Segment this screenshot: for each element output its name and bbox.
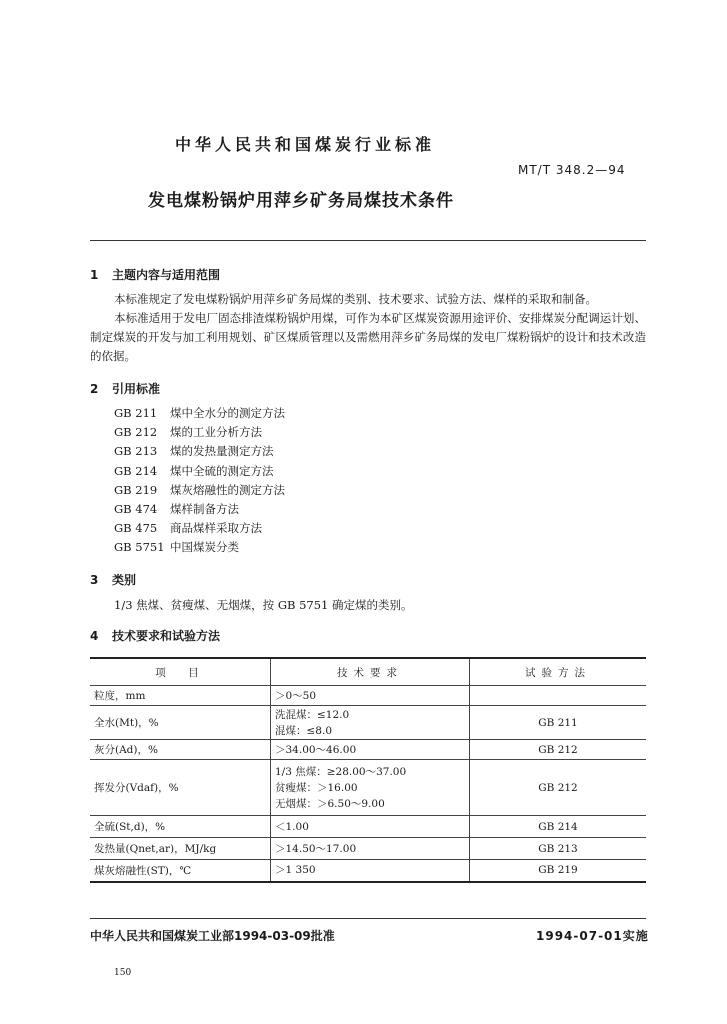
- section-title: 主题内容与适用范围: [112, 268, 221, 282]
- reference-item: [114, 538, 285, 557]
- footer-divider: [90, 918, 646, 919]
- reference-code: GB 474: [114, 502, 158, 517]
- reference-code: GB 475: [114, 521, 158, 536]
- reference-item: [114, 519, 285, 538]
- reference-item: [114, 442, 285, 461]
- requirement-cell: [271, 686, 470, 706]
- reference-name: 煤的发热量测定方法: [170, 444, 274, 459]
- table-row: [90, 686, 646, 706]
- column-header-test-method: 试验方法: [470, 658, 647, 686]
- section-title: 类别: [112, 573, 137, 587]
- reference-item: [114, 481, 285, 500]
- test-method-cell: GB 212: [470, 740, 647, 760]
- column-header-requirement: 技术要求: [271, 658, 470, 686]
- reference-item: [114, 500, 285, 519]
- section-title: 技术要求和试验方法: [112, 629, 221, 643]
- reference-code: GB 214: [114, 463, 158, 478]
- section-number: 2: [90, 382, 99, 396]
- requirement-cell: [271, 706, 470, 740]
- table-row: [90, 860, 646, 882]
- standard-number: MT/T 348.2—94: [518, 163, 626, 177]
- reference-item: [114, 404, 285, 423]
- table-row: [90, 838, 646, 860]
- requirement-line: 洗混煤：≤12.0: [275, 708, 350, 721]
- table-row: [90, 760, 646, 816]
- section-4-heading: [90, 627, 220, 644]
- item-cell: 全水(Mt)，%: [90, 706, 271, 740]
- reference-code: GB 212: [114, 425, 158, 440]
- reference-item: [114, 462, 285, 481]
- section-1-heading: [90, 266, 220, 283]
- test-method-cell: GB 214: [470, 816, 647, 838]
- item-cell: 灰分(Ad)，%: [90, 740, 271, 760]
- table-header-row: [90, 658, 646, 686]
- paragraph: 本标准规定了发电煤粉锅炉用萍乡矿务局煤的类别、技术要求、试验方法、煤样的采取和制备。: [114, 292, 597, 306]
- item-cell: 挥发分(Vdaf)，%: [90, 760, 271, 816]
- table-row: [90, 706, 646, 740]
- item-cell: 全硫(St,d)，%: [90, 816, 271, 838]
- reference-name: 煤的工业分析方法: [170, 425, 262, 440]
- requirement-line: ＞14.50～17.00: [275, 842, 357, 855]
- category-text: 1/3 焦煤、贫瘦煤、无烟煤，按 GB 5751 确定煤的类别。: [114, 598, 413, 612]
- item-cell: 粒度，mm: [90, 686, 271, 706]
- requirement-line: ＜1.00: [275, 820, 309, 833]
- reference-name: 中国煤炭分类: [170, 540, 239, 555]
- requirement-cell: [271, 860, 470, 882]
- reference-name: 煤中全水分的测定方法: [170, 406, 285, 420]
- section-number: 3: [90, 573, 99, 587]
- requirement-line: 无烟煤：＞6.50～9.00: [275, 797, 385, 810]
- reference-code: GB 211: [114, 406, 158, 420]
- reference-name: 煤灰熔融性的测定方法: [170, 482, 285, 497]
- requirement-cell: [271, 838, 470, 860]
- item-cell: 发热量(Qnet,ar)，MJ/kg: [90, 838, 271, 860]
- test-method-cell: GB 211: [470, 706, 647, 740]
- test-method-cell: [470, 686, 647, 706]
- requirement-cell: [271, 816, 470, 838]
- requirement-cell: [271, 740, 470, 760]
- test-method-cell: GB 213: [470, 838, 647, 860]
- reference-list: [114, 404, 285, 558]
- document-title: 发电煤粉锅炉用萍乡矿务局煤技术条件: [148, 191, 454, 211]
- reference-code: GB 5751: [114, 540, 165, 555]
- page-number: 150: [114, 968, 132, 978]
- test-method-cell: GB 219: [470, 860, 647, 882]
- requirement-cell: [271, 760, 470, 816]
- table-row: [90, 740, 646, 760]
- reference-name: 煤样制备方法: [170, 502, 239, 517]
- standard-category-title: 中华人民共和国煤炭行业标准: [174, 135, 435, 154]
- requirement-line: 混煤：≤8.0: [275, 724, 332, 737]
- column-header-item: 项 目: [90, 658, 271, 686]
- reference-code: GB 213: [114, 444, 158, 459]
- requirement-line: 贫瘦煤：＞16.00: [275, 781, 358, 794]
- reference-name: 煤中全硫的测定方法: [170, 463, 274, 478]
- table-row: [90, 816, 646, 838]
- technical-requirements-table: [90, 657, 646, 883]
- section-title: 引用标准: [112, 382, 161, 396]
- requirement-line: ＞0～50: [275, 689, 317, 702]
- effective-date: 1994-07-01实施: [536, 929, 649, 943]
- section-number: 4: [90, 629, 99, 643]
- item-cell: 煤灰熔融性(ST)，℃: [90, 860, 271, 882]
- section-3-heading: [90, 571, 136, 588]
- test-method-cell: GB 212: [470, 760, 647, 816]
- section-number: 1: [90, 268, 99, 282]
- approval-statement: 中华人民共和国煤炭工业部1994-03-09批准: [90, 929, 335, 943]
- paragraph: 本标准适用于发电厂固态排渣煤粉锅炉用煤，可作为本矿区煤炭资源用途评价、安排煤炭分配调运计划、制定煤炭的开发与加工利用规划、矿区煤质管理以及需燃用萍乡矿务局煤的发电厂煤粉锅炉的设计和技术改造的依据。: [90, 311, 646, 363]
- header-divider: [90, 240, 646, 241]
- requirement-line: ＞1 350: [275, 864, 316, 877]
- section-2-heading: [90, 380, 160, 397]
- reference-code: GB 219: [114, 482, 158, 497]
- section-1-body: [90, 290, 646, 366]
- requirement-line: 1/3 焦煤：≥28.00～37.00: [275, 765, 407, 778]
- reference-name: 商品煤样采取方法: [170, 521, 262, 536]
- requirement-line: ＞34.00～46.00: [275, 743, 357, 756]
- reference-item: [114, 423, 285, 442]
